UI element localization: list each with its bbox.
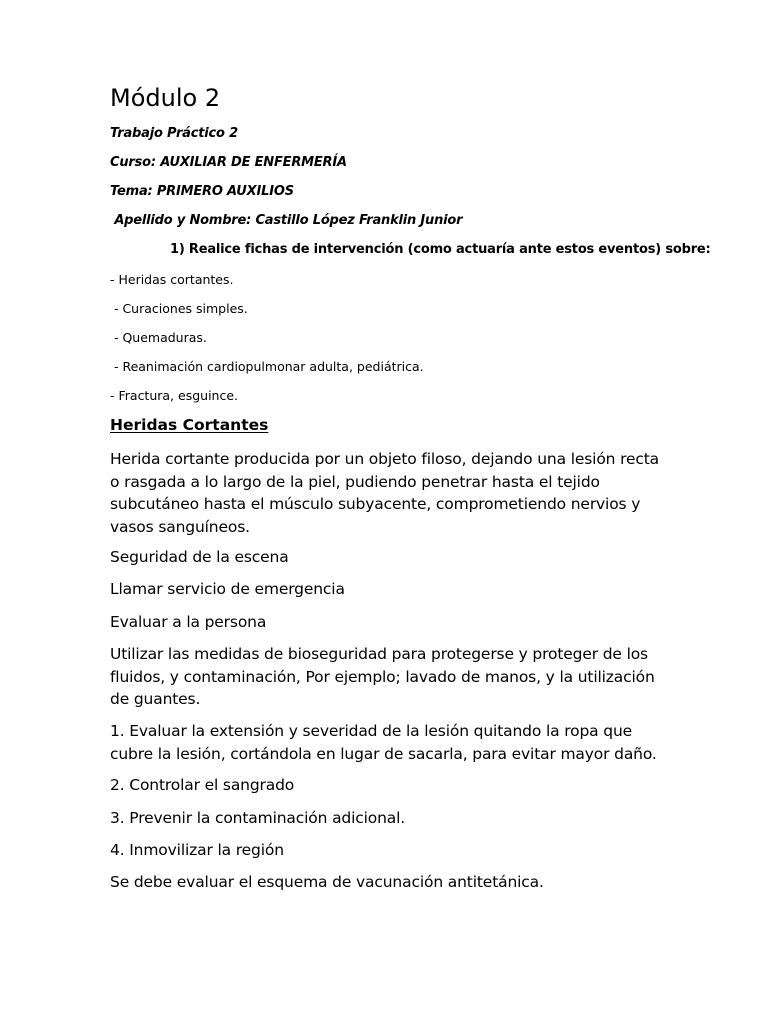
section-paragraph: 2. Controlar el sangrado <box>110 776 295 794</box>
student-name-label: Apellido y Nombre: Castillo López Franklin Junior <box>110 213 463 228</box>
section-paragraph: Se debe evaluar el esquema de vacunación antitetánica. <box>110 873 544 891</box>
section-paragraph: Utilizar las medidas de bioseguridad para protegerse y proteger de los fluidos, y contaminación, Por ejemplo; lavado de manos, y la utilización de guantes. <box>110 645 655 708</box>
section-paragraph: Seguridad de la escena <box>110 548 289 566</box>
topic-label: Tema: PRIMERO AUXILIOS <box>110 184 294 199</box>
section-paragraph: Herida cortante producida por un objeto filoso, dejando una lesión recta o rasgada a lo largo de la piel, pudiendo penetrar hasta el tejido subcutáneo hasta el músculo subyacente, comprometiendo nervios y vasos sanguíneos. <box>110 450 660 536</box>
practice-label: Trabajo Práctico 2 <box>110 126 238 141</box>
list-item: - Quemaduras. <box>110 330 207 345</box>
list-item: - Heridas cortantes. <box>110 272 234 287</box>
section-paragraph: 1. Evaluar la extensión y severidad de la lesión quitando la ropa que cubre la lesión, cortándola en lugar de sacarla, para evitar mayor daño. <box>110 722 657 763</box>
section-paragraph: 3. Prevenir la contaminación adicional. <box>110 809 406 827</box>
list-item: - Reanimación cardiopulmonar adulta, pediátrica. <box>110 359 424 374</box>
question-text: 1) Realice fichas de intervención (como actuaría ante estos eventos) sobre: <box>170 242 711 257</box>
list-item: - Curaciones simples. <box>110 301 248 316</box>
section-paragraph: Evaluar a la persona <box>110 613 267 631</box>
section-heading: Heridas Cortantes <box>110 416 269 434</box>
document-title: Módulo 2 <box>110 84 221 112</box>
list-item: - Fractura, esguince. <box>110 388 238 403</box>
course-label: Curso: AUXILIAR DE ENFERMERÍA <box>110 155 347 170</box>
section-paragraph: 4. Inmovilizar la región <box>110 841 284 859</box>
section-paragraph: Llamar servicio de emergencia <box>110 580 345 598</box>
